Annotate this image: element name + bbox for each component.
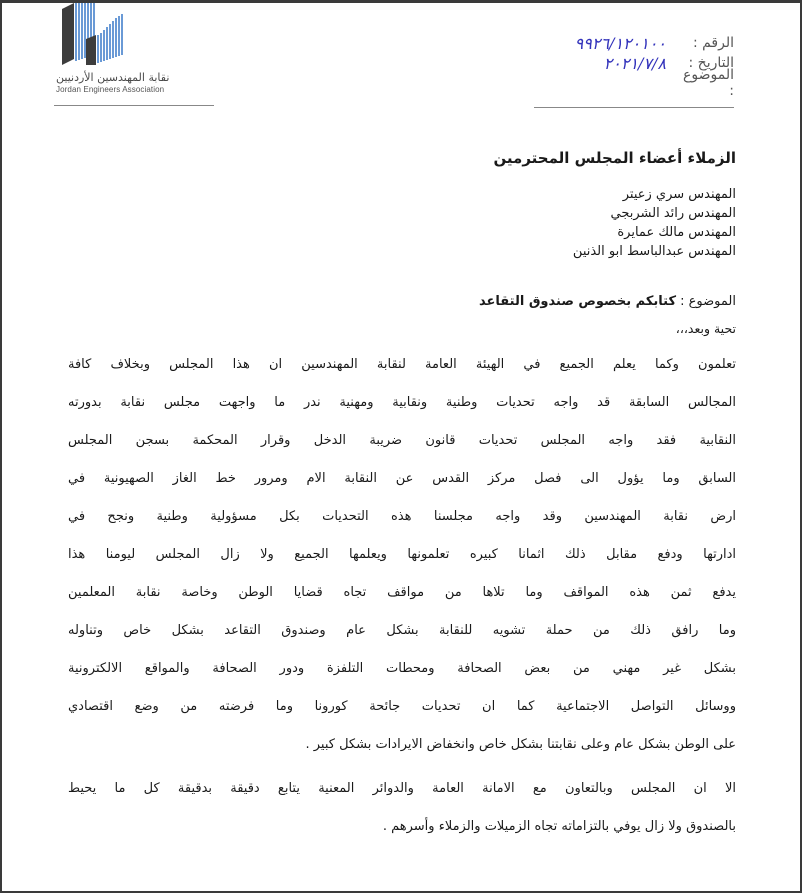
reference-divider xyxy=(534,107,734,108)
recipients-list xyxy=(68,185,736,261)
letterhead-divider xyxy=(54,105,214,106)
date-value-handwritten: ٢٠٢١/٧/٨ xyxy=(603,53,666,73)
recipient: المهندس سري زعيتر xyxy=(622,187,736,202)
body-line: ووسائل التواصل الاجتماعية كما ان تحديات جائحة كورونا وما فرضته من وضع اقتصادي xyxy=(68,699,736,714)
body-line: السابق وما يؤول الى فصل مركز القدس عن النقابة الام ومرور خط الغاز الصهيونية في xyxy=(68,471,736,486)
subject-prefix: الموضوع : xyxy=(676,294,736,309)
subject-label: الموضوع : xyxy=(683,67,734,99)
body-line: على الوطن بشكل عام وعلى نقابتنا بشكل خاص وانخفاض الايرادات بشكل كبير . xyxy=(305,737,736,752)
body-line: ارض نقابة المهندسين وقد واجه مجلسنا هذه التحديات بكل مسؤولية وطنية ونجح في xyxy=(68,509,736,524)
subject-text: كتابكم بخصوص صندوق التقاعد xyxy=(479,294,677,309)
greeting: تحية وبعد،،، xyxy=(675,321,736,336)
reference-block xyxy=(534,33,734,99)
reference-subject-row xyxy=(534,67,734,99)
org-name-arabic: نقابة المهندسين الأردنيين xyxy=(56,71,170,84)
jea-logo-icon xyxy=(58,3,128,67)
body-line: النقابية فقد واجه المجلس تحديات قانون ضريبة الدخل وقرار المحكمة بسجن المجلس xyxy=(68,433,736,448)
body-line: تعلمون وكما يعلم الجميع في الهيئة العامة لنقابة المهندسين ان هذا المجلس وبخلاف كافة xyxy=(68,357,736,372)
body-line: الا ان المجلس وبالتعاون مع الامانة العامة والدوائر المعنية يتابع دقيقة بدقيقة كل ما يحيط xyxy=(68,781,736,796)
date-label: التاريخ : xyxy=(688,55,734,71)
subject-line xyxy=(68,294,736,309)
body-line: ادارتها ودفع مقابل ذلك اثمانا كبيره تعلمونها ويعلمها الجميع ولا زال المجلس ليومنا هذا xyxy=(68,547,736,562)
body-line: يدفع ثمن هذه المواقف وما تلاها من مواقف تجاه قضايا الوطن وخاصة نقابة المعلمين xyxy=(68,585,736,600)
number-value-handwritten: ٩٩٢٦/١٢٠١٠٠ xyxy=(574,33,666,53)
body-line: بالصندوق ولا زال يوفي بالتزاماته تجاه الزميلات والزملاء وأسرهم . xyxy=(382,819,736,834)
salutation: الزملاء أعضاء المجلس المحترمين xyxy=(493,149,736,167)
body-line: المجالس السابقة قد واجه تحديات وطنية ونقابية ومهنية ندر ما واجهت مجلس نقابة بدورته xyxy=(68,395,736,410)
org-name-english: Jordan Engineers Association xyxy=(56,85,165,94)
body-line: وما رافق ذلك من حملة تشويه للنقابة بشكل عام وصندوق التقاعد بشكل خاص وتناوله xyxy=(68,623,736,638)
number-label: الرقم : xyxy=(692,35,734,51)
recipient: المهندس رائد الشربجي xyxy=(610,206,736,221)
body-line: بشكل غير مهني من بعض الصحافة ومحطات التلفزة ودور الصحافة والمواقع الالكترونية xyxy=(68,661,736,676)
reference-number-row xyxy=(534,33,734,53)
letterhead-logo xyxy=(54,3,184,95)
recipient: المهندس عبدالباسط ابو الذنين xyxy=(572,244,736,259)
recipient: المهندس مالك عمايرة xyxy=(617,225,736,240)
